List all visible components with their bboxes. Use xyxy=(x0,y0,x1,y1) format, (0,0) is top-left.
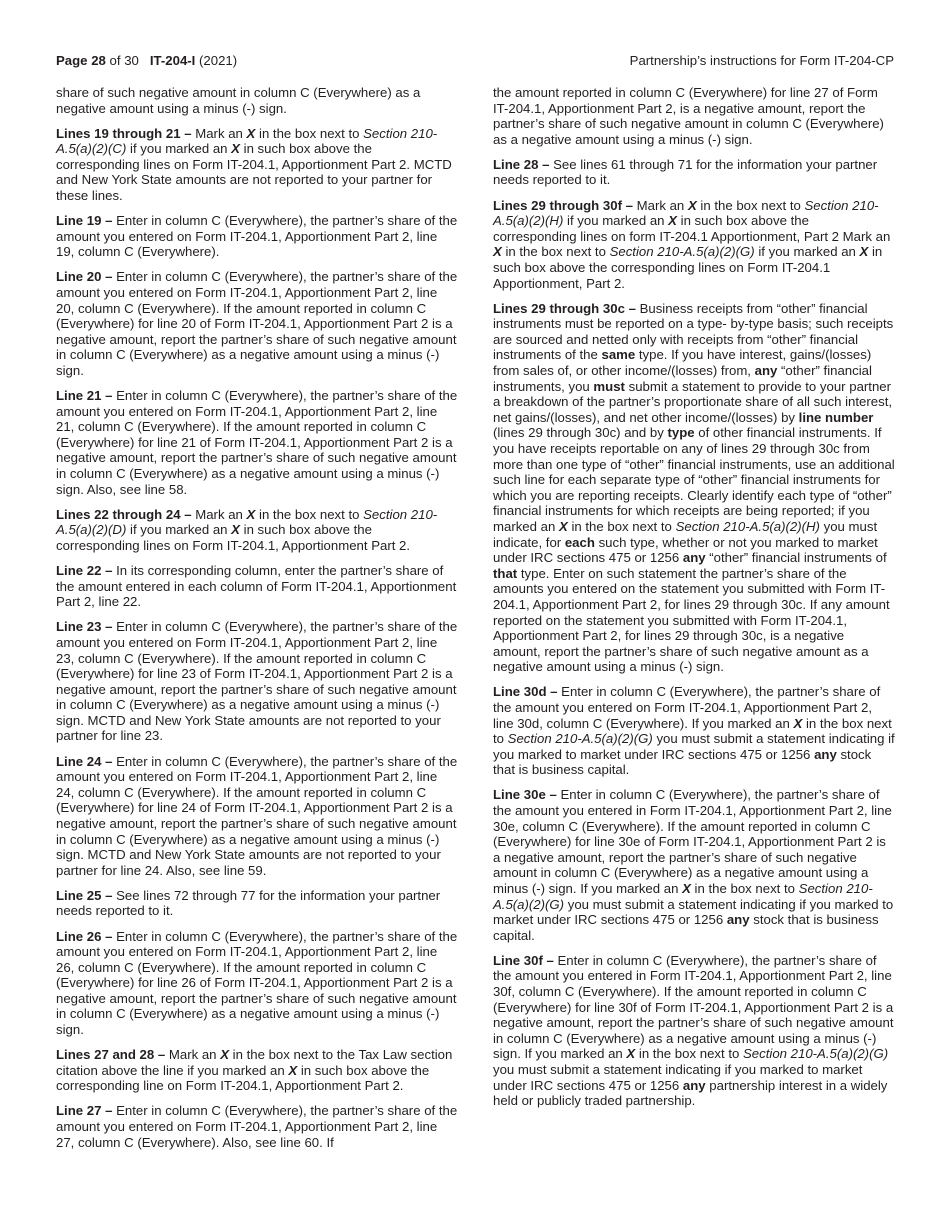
line-heading: Lines 22 through 24 – xyxy=(56,506,192,522)
text-run: Section 210-A.5(a)(2)(G) xyxy=(507,731,653,747)
text-run: partnership interest in a widely held or publicly traded partnership. xyxy=(493,1077,888,1109)
text-run: Enter in column C (Everywhere), the partner’s share of the amount you entered on Form IT-204.1, Apportionment Part 2, line 26, column C (Everywhere). If the amount reported in column C (Everywhere) for line 26 of Form IT-204.1, Apportionment Part 2 is a negative amount, report the partner’s share of such negative amount in column C (Everywhere) as a negative amount using a minus (-) sign. xyxy=(56,928,458,1038)
line-heading: Line 30f – xyxy=(493,952,554,968)
text-run: if you marked an xyxy=(126,522,232,538)
text-run: in the box next to xyxy=(696,197,805,213)
text-run: the amount reported in column C (Everywhere) for line 27 of Form IT-204.1, Apportionment Part 2, is a negative amount, report the partner’s share of such negative amount in column C (Everywhere) as a negative amount using a minus (-) sign. xyxy=(493,85,884,147)
text-run: Section 210-A.5(a)(2)(G) xyxy=(743,1046,889,1062)
text-run: you must submit a statement indicating if you marked to market under IRC sections 475 or 1256 xyxy=(493,1062,863,1093)
text-run: in such box above the corresponding line on Form IT-204.1, Apportionment Part 2. xyxy=(56,1062,430,1094)
line-heading: Line 24 – xyxy=(56,753,113,769)
text-run: X xyxy=(687,197,697,213)
page-header xyxy=(56,53,894,69)
text-run: in the box next to xyxy=(567,518,676,534)
text-run: See lines 72 through 77 for the information your partner needs reported to it. xyxy=(56,887,441,919)
paragraph xyxy=(56,388,458,497)
text-run: Enter in column C (Everywhere), the partner’s share of the amount you entered on Form IT-204.1, Apportionment Part 2, line 19, column C (Everywhere). xyxy=(56,213,458,260)
form-year: (2021) xyxy=(199,53,238,68)
text-run: type. If you have interest, gains/(losses) from sales of, or other income/(losses) from, xyxy=(493,347,872,378)
text-run: you must indicate, for xyxy=(493,518,878,550)
text-run: in such box above the corresponding lines on Form IT-204.1, Apportionment Part 2. xyxy=(56,522,411,553)
line-heading: Line 19 – xyxy=(56,213,113,229)
text-run: in the box next to xyxy=(501,244,610,260)
paragraph xyxy=(56,563,458,610)
text-run: any xyxy=(814,746,837,762)
page-header-left xyxy=(56,53,237,69)
text-run: any xyxy=(682,550,706,566)
form-id: IT-204-I xyxy=(149,53,196,68)
text-run: Section 210-A.5(a)(2)(G) xyxy=(609,244,755,260)
line-heading: Line 28 – xyxy=(493,156,550,172)
line-heading: Line 23 – xyxy=(56,619,113,635)
line-heading: Line 26 – xyxy=(56,928,113,944)
text-run: that xyxy=(493,565,518,581)
text-run: X xyxy=(793,715,803,731)
text-run: such type, whether or not you marked to market under IRC sections 475 or 1256 xyxy=(493,534,878,566)
text-run: Business receipts from “other” financial instruments must be reported on a type- by-type basis; such receipts are sourced and netted only with receipts from “other” financial instruments of the xyxy=(493,300,894,363)
line-heading: Line 22 – xyxy=(56,563,113,579)
page-label: Page xyxy=(56,53,88,68)
text-run: X xyxy=(246,125,256,141)
right-column xyxy=(493,85,895,1118)
text-run: “other” financial instruments of xyxy=(705,550,887,566)
text-run: X xyxy=(246,506,256,522)
line-heading: Line 30d – xyxy=(493,684,558,700)
paragraph xyxy=(56,929,458,1038)
line-heading: Lines 27 and 28 – xyxy=(56,1047,166,1063)
line-heading: Lines 19 through 21 – xyxy=(56,125,192,141)
paragraph xyxy=(493,953,895,1109)
text-run: X xyxy=(231,141,240,157)
text-run: X xyxy=(288,1062,298,1078)
text-run: X xyxy=(668,213,677,229)
text-run: in the box next to xyxy=(690,881,799,896)
text-run: See lines 61 through 71 for the information your partner needs reported to it. xyxy=(493,156,878,188)
text-run: in the box next to xyxy=(635,1046,743,1062)
paragraph xyxy=(56,754,458,879)
text-run: “other” financial instruments, you xyxy=(493,363,872,394)
text-run: Enter in column C (Everywhere), the partner’s share of the amount you entered on Form IT-204.1, Apportionment Part 2, line 20, column C (Everywhere). If the amount reported in column C (Everywhere) for line 20 of Form IT-204.1, Apportionment Part 2 is a negative amount, report the partner’s share of such negative amount in column C (Everywhere) as a negative amount using a minus (-) sign. xyxy=(56,269,458,378)
line-heading: Line 21 – xyxy=(56,388,113,404)
line-heading: Line 30e – xyxy=(493,787,557,803)
line-heading: Lines 29 through 30f – xyxy=(493,197,633,213)
paragraph xyxy=(493,85,895,147)
left-column xyxy=(56,85,458,1160)
text-run: In its corresponding column, enter the partner’s share of the amount entered in each column of Form IT-204.1, Apportionment Part 2, line 22. xyxy=(56,563,457,610)
text-run: stock that is business capital. xyxy=(493,912,879,943)
text-run: Enter in column C (Everywhere), the partner’s share of the amount you entered on Form IT-204.1, Apportionment Part 2, line 30d, column C (Everywhere). If you marked an xyxy=(493,684,881,731)
text-run: in such box above the corresponding lines on Form IT-204.1, Apportionment Part 2. MCTD and New York State amounts are not reported to your partner for these lines. xyxy=(56,141,452,204)
text-run: in such box above the corresponding lines on form IT-204.1 Apportionment, Part 2 Mark an xyxy=(493,213,891,244)
paragraph xyxy=(56,1103,458,1150)
paragraph xyxy=(493,301,895,675)
text-run: Section 210-A.5(a)(2)(C) xyxy=(56,125,438,157)
text-run: Section 210-A.5(a)(2)(H) xyxy=(493,197,879,229)
text-run: in the box next to xyxy=(255,506,364,522)
text-run: Enter in column C (Everywhere), the partner’s share of the amount you entered on Form IT-204.1, Apportionment Part 2, line 23, column C (Everywhere). If the amount reported in column C (Everywhere) for line 23 of Form IT-204.1, Apportionment Part 2 is a negative amount, report the partner’s share of such negative amount in column C (Everywhere) as a negative amount using a minus (-) sign. MCTD and New York State amounts are not reported to your partner for line 23. xyxy=(56,619,458,744)
text-run: any xyxy=(754,363,778,378)
paragraph xyxy=(56,213,458,260)
page-count: of 30 xyxy=(109,53,139,68)
paragraph xyxy=(56,619,458,744)
text-run: type. Enter on such statement the partner’s share of the amounts you entered on the statement you submitted with Form IT-204.1, Apportionment Part 2, for lines 29 through 30c. If any amount reported on the statement you submitted with Form IT-204.1, Apportionment Part 2, for lines 29 through 30c, is a negative amount, report the partner’s share of such negative amount as a negative amount using a minus (-) sign. xyxy=(493,565,890,675)
text-run: if you marked an xyxy=(126,141,232,157)
text-run: must xyxy=(593,378,625,394)
line-heading: Line 20 – xyxy=(56,269,113,285)
paragraph xyxy=(493,198,895,292)
line-heading: Line 25 – xyxy=(56,887,113,903)
text-run: if you marked an xyxy=(754,244,860,260)
line-heading: Line 27 – xyxy=(56,1103,113,1119)
page-number: 28 xyxy=(91,53,106,68)
text-run: share of such negative amount in column C (Everywhere) as a negative amount using a minus (-) sign. xyxy=(56,85,421,116)
text-run: stock that is business capital. xyxy=(493,746,872,778)
text-run: Mark an xyxy=(165,1047,221,1063)
text-run: Section 210-A.5(a)(2)(G) xyxy=(493,881,873,912)
text-run: type xyxy=(667,425,695,441)
text-run: X xyxy=(859,244,869,260)
text-run: (lines 29 through 30c) and by xyxy=(493,425,668,441)
text-run: Mark an xyxy=(191,506,247,522)
text-run: in the box next to xyxy=(255,125,364,141)
text-run: you must submit a statement indicating if you marked to market under IRC sections 475 or 1256 xyxy=(493,731,895,762)
text-run: Enter in column C (Everywhere), the partner’s share of the amount you entered in Form IT-204.1, Apportionment Part 2, line 30e, column C (Everywhere). If the amount reported in column C (Everywhere) for line 30e of Form IT-204.1, Apportionment Part 2 is a negative amount, report the partner’s share of such negative amount in column C (Everywhere) as a negative amount using a minus (-) sign. If you marked an xyxy=(493,787,892,896)
text-run: same xyxy=(601,347,636,363)
text-run: X xyxy=(220,1047,229,1063)
paragraph xyxy=(56,1047,458,1094)
paragraph xyxy=(493,684,895,778)
paragraph xyxy=(56,507,458,554)
text-run: you must submit a statement indicating if you marked to market under IRC sections 475 or 1256 xyxy=(493,896,894,928)
text-run: X xyxy=(558,518,568,534)
paragraph xyxy=(56,126,458,204)
text-run: Enter in column C (Everywhere), the partner’s share of the amount you entered on Form IT-204.1, Apportionment Part 2, line 24, column C (Everywhere). If the amount reported in column C (Everywhere) for line 24 of Form IT-204.1, Apportionment Part 2 is a negative amount, report the partner’s share of such negative amount in column C (Everywhere) as a negative amount using a minus (-) sign. MCTD and New York State amounts are not reported to your partner for line 24. Also, see line 59. xyxy=(56,753,458,878)
text-run: X xyxy=(682,881,691,896)
text-run: each xyxy=(564,534,595,550)
text-run: Enter in column C (Everywhere), the partner’s share of the amount you entered on Form IT-204.1, Apportionment Part 2, line 21, column C (Everywhere). If the amount reported in column C (Everywhere) for line 21 of Form IT-204.1, Apportionment Part 2 is a negative amount, report the partner’s share of such negative amount in column C (Everywhere) as a negative amount using a minus (-) sign. Also, see line 58. xyxy=(56,388,458,497)
paragraph xyxy=(56,888,458,919)
paragraph xyxy=(56,85,458,116)
text-run: of other financial instruments. If you have receipts reportable on any of lines 29 through 30c from more than one type of “other” financial instruments, use an additional such line for each separate type of “other” financial instruments for which you are reporting receipts. Clearly identify each type of “other” financial instruments for which receipts are being reported; if you marked an xyxy=(493,425,895,534)
text-run: X xyxy=(231,522,240,538)
text-run: Enter in column C (Everywhere), the partner’s share of the amount you entered in Form IT-204.1, Apportionment Part 2, line 30f, column C (Everywhere). If the amount reported in column C (Everywhere) for line 30f of Form IT-204.1, Apportionment Part 2 is a negative amount, report the partner’s share of such negative amount in column C (Everywhere) as a negative amount using a minus (-) sign. If you marked an xyxy=(493,952,894,1062)
text-run: submit a statement to provide to your partner a breakdown of the partner’s proportionate share of all such interest, net gains/(losses), and net other income/(losses) by xyxy=(493,378,893,425)
text-run: line number xyxy=(798,409,874,425)
page-header-title: Partnership’s instructions for Form IT-204-CP xyxy=(629,53,894,68)
paragraph xyxy=(493,787,895,943)
text-run: in the box next to xyxy=(493,715,892,747)
text-run: Mark an xyxy=(191,125,247,141)
text-run: Mark an xyxy=(632,197,688,213)
text-run: any xyxy=(682,1077,706,1093)
line-heading: Lines 29 through 30c – xyxy=(493,300,636,316)
paragraph xyxy=(56,269,458,378)
paragraph xyxy=(493,157,895,188)
text-run: in the box next to the Tax Law section citation above the line if you marked an xyxy=(56,1047,453,1078)
text-run: X xyxy=(493,244,502,260)
text-run: Enter in column C (Everywhere), the partner’s share of the amount you entered on Form IT-204.1, Apportionment Part 2, line 27, column C (Everywhere). Also, see line 60. If xyxy=(56,1103,458,1150)
text-run: if you marked an xyxy=(563,213,669,229)
text-run: in such box above the corresponding lines on Form IT-204.1 Apportionment, Part 2. xyxy=(493,244,883,291)
text-run: any xyxy=(726,912,750,928)
text-run: Section 210-A.5(a)(2)(H) xyxy=(675,518,820,534)
text-run: Section 210-A.5(a)(2)(D) xyxy=(56,506,438,538)
text-run: X xyxy=(626,1046,636,1062)
